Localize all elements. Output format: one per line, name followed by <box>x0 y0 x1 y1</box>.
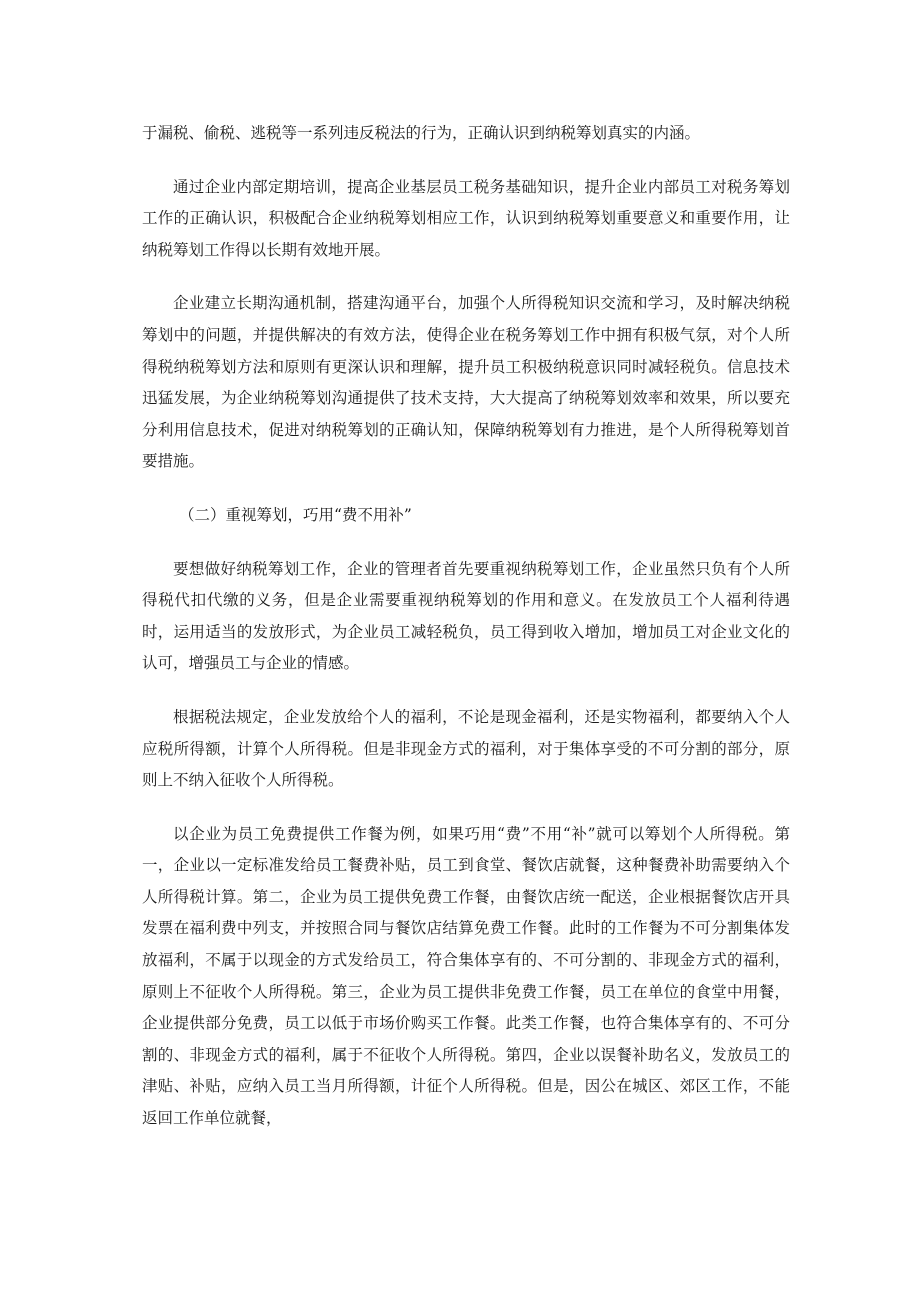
paragraph-management: 要想做好纳税筹划工作，企业的管理者首先要重视纳税筹划工作，企业虽然只负有个人所得税代扣代缴的义务，但是企业需要重视纳税筹划的作用和意义。在发放员工个人福利待遇时，运用适当的发放形式，为企业员工减轻税负，员工得到收入增加，增加员工对企业文化的认可，增强员工与企业的情感。 <box>142 559 790 673</box>
paragraph-communication: 企业建立长期沟通机制，搭建沟通平台，加强个人所得税知识交流和学习，及时解决纳税筹划中的问题，并提供解决的有效方法，使得企业在税务筹划工作中拥有积极气氛，对个人所得税纳税筹划方法和原则有更深认识和理解，提升员工积极纳税意识同时减轻税负。信息技术迅猛发展，为企业纳税筹划沟通提供了技术支持，大大提高了纳税筹划效率和效果，所以要充分利用信息技术，促进对纳税筹划的正确认知，保障纳税筹划有力推进，是个人所得税筹划首要措施。 <box>142 294 790 471</box>
paragraph-training: 通过企业内部定期培训，提高企业基层员工税务基础知识，提升企业内部员工对税务筹划工作的正确认识，积极配合企业纳税筹划相应工作，认识到纳税筹划重要意义和重要作用，让纳税筹划工作得以长期有效地开展。 <box>142 177 790 259</box>
section-heading: （二）重视筹划，巧用“费不用补” <box>179 505 412 524</box>
paragraph-tax-law: 根据税法规定，企业发放给个人的福利，不论是现金福利，还是实物福利，都要纳入个人应税所得额，计算个人所得税。但是非现金方式的福利，对于集体享受的不可分割的部分，原则上不纳入征收个人所得税。 <box>142 707 790 790</box>
paragraph-meal-example: 以企业为员工免费提供工作餐为例，如果巧用“费”不用“补”就可以筹划个人所得税。第一，企业以一定标准发给员工餐费补贴，员工到食堂、餐饮店就餐，这种餐费补助需要纳入个人所得税计算。第二，企业为员工提供免费工作餐，由餐饮店统一配送，企业根据餐饮店开具发票在福利费中列支，并按照合同与餐饮店结算免费工作餐。此时的工作餐为不可分割集体发放福利，不属于以现金的方式发给员工，符合集体享有的、不可分割的、非现金方式的福利，原则上不征收个人所得税。第三，企业为员工提供非免费工作餐，员工在单位的食堂中用餐，企业提供部分免费，员工以低于市场价购买工作餐。此类工作餐，也符合集体享有的、不可分割的、非现金方式的福利，属于不征收个人所得税。第四，企业以误餐补助名义，发放员工的津贴、补贴，应纳入员工当月所得额，计征个人所得税。但是，因公在城区、郊区工作，不能返回工作单位就餐， <box>142 824 790 1128</box>
paragraph-continuation: 于漏税、偷税、逃税等一系列违反税法的行为，正确认识到纳税筹划真实的内涵。 <box>142 124 701 142</box>
document-body <box>142 118 790 1157</box>
